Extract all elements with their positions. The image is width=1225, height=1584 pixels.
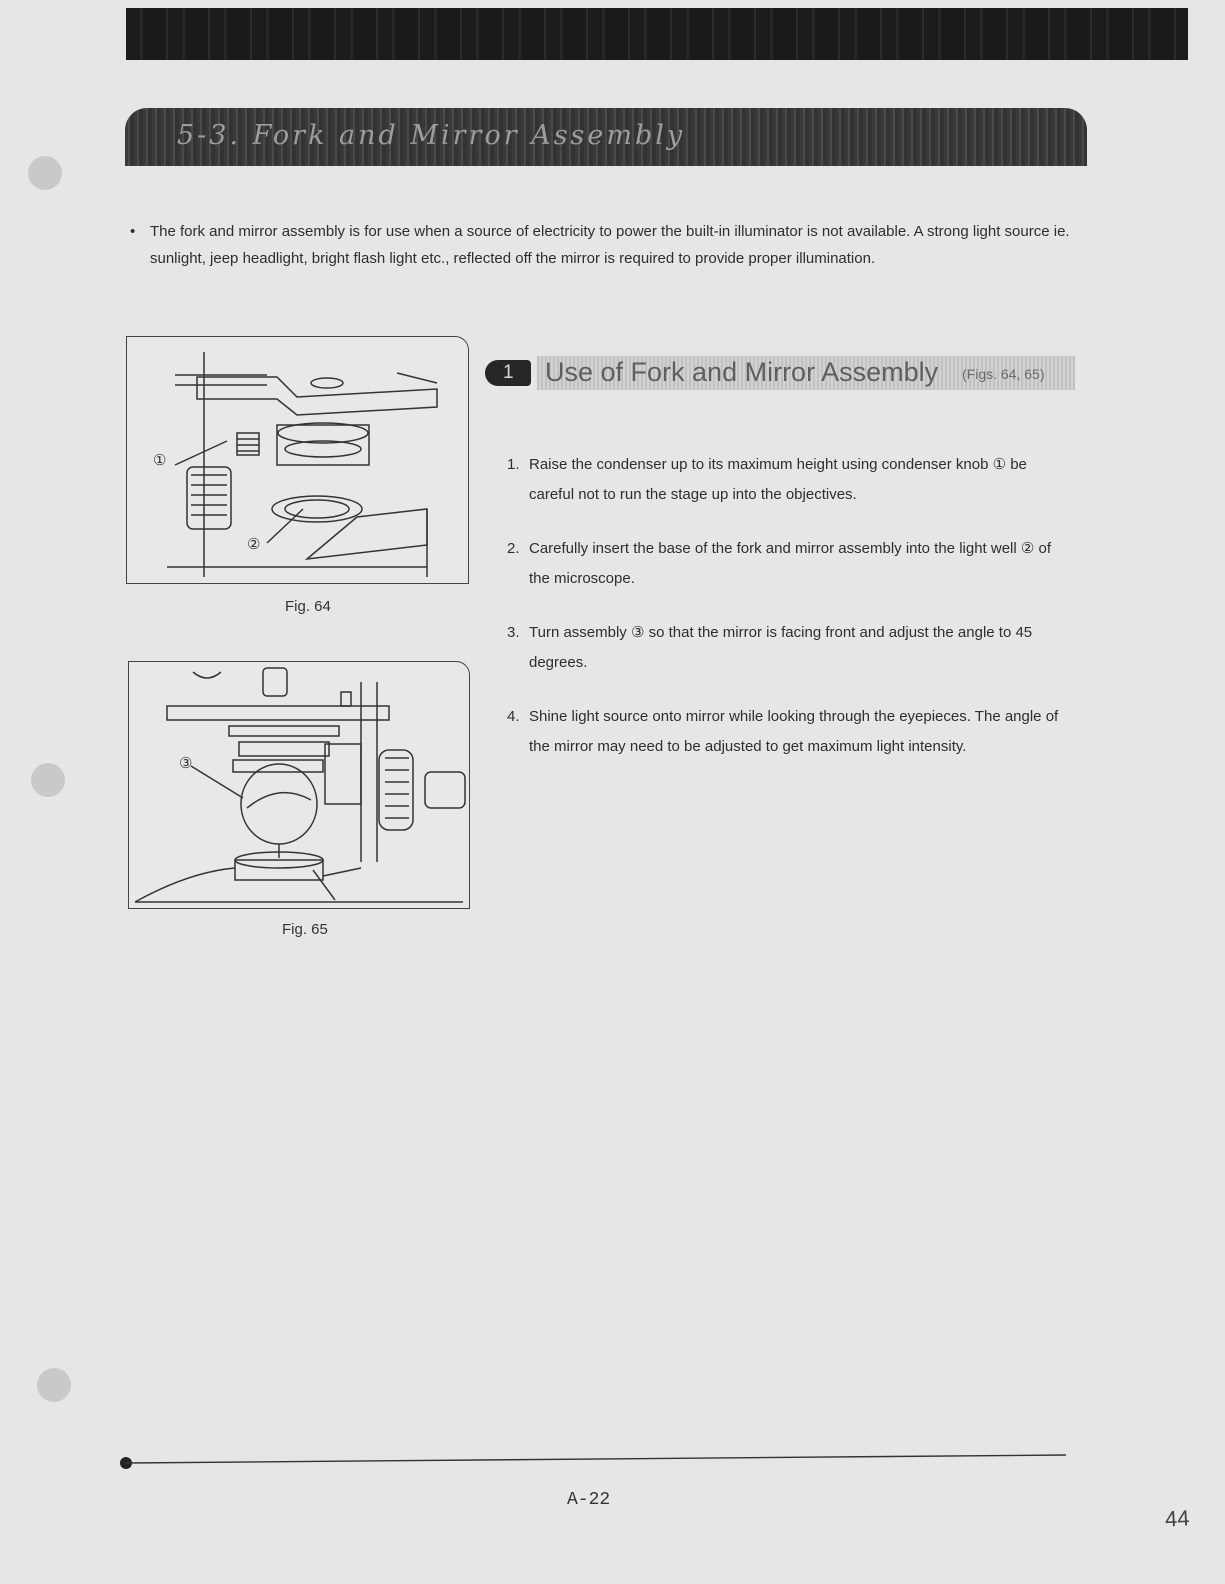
punch-hole bbox=[37, 1368, 71, 1402]
section-title: 5-3. Fork and Mirror Assembly bbox=[177, 120, 686, 151]
punch-hole bbox=[28, 156, 62, 190]
intro-text: The fork and mirror assembly is for use when a source of electricity to power the built-in illuminator is not available. A strong light source ie. sunlight, jeep headlight, bright flash light etc., reflected off the mirror is required to provide proper illumination. bbox=[150, 223, 1070, 267]
step-text: Turn assembly ③ so that the mirror is facing front and adjust the angle to 45 degrees. bbox=[529, 624, 1033, 671]
step-text: Shine light source onto mirror while looking through the eyepieces. The angle of the mirror may need to be adjusted to get maximum light intensity. bbox=[529, 708, 1059, 755]
figure-64-caption: Fig. 64 bbox=[285, 598, 331, 615]
step-item bbox=[507, 618, 1072, 678]
footer-rule bbox=[126, 1453, 1066, 1471]
page-number: A-22 bbox=[567, 1490, 611, 1510]
callout-2: ② bbox=[247, 536, 261, 553]
handwritten-page-number: 44 bbox=[1164, 1505, 1191, 1532]
figure-65 bbox=[128, 661, 470, 909]
microscope-stage-illustration bbox=[127, 337, 468, 583]
step-number: 2. bbox=[507, 540, 520, 557]
punch-hole bbox=[31, 763, 65, 797]
subsection-badge bbox=[485, 360, 531, 386]
step-item bbox=[507, 534, 1072, 594]
step-text: Carefully insert the base of the fork and mirror assembly into the light well ② of the microscope. bbox=[529, 540, 1052, 587]
subsection-title: Use of Fork and Mirror Assembly bbox=[545, 357, 939, 387]
intro-paragraph bbox=[130, 218, 1090, 272]
step-number: 1. bbox=[507, 456, 520, 473]
step-number: 4. bbox=[507, 708, 520, 725]
fork-mirror-illustration bbox=[129, 662, 469, 908]
step-item bbox=[507, 450, 1072, 510]
section-banner bbox=[125, 108, 1087, 166]
subsection-figure-ref: (Figs. 64, 65) bbox=[962, 366, 1045, 382]
callout-1: ① bbox=[153, 452, 167, 469]
bullet-icon: • bbox=[130, 223, 136, 240]
subsection-heading bbox=[537, 356, 1075, 390]
callout-3: ③ bbox=[179, 755, 193, 772]
step-text: Raise the condenser up to its maximum height using condenser knob ① be careful not to run the stage up into the objectives. bbox=[529, 456, 1027, 503]
step-item bbox=[507, 702, 1072, 762]
figure-65-caption: Fig. 65 bbox=[282, 921, 328, 938]
step-number: 3. bbox=[507, 624, 520, 641]
subsection-number: 1 bbox=[503, 362, 514, 383]
header-bar bbox=[126, 8, 1188, 60]
figure-64 bbox=[126, 336, 469, 584]
